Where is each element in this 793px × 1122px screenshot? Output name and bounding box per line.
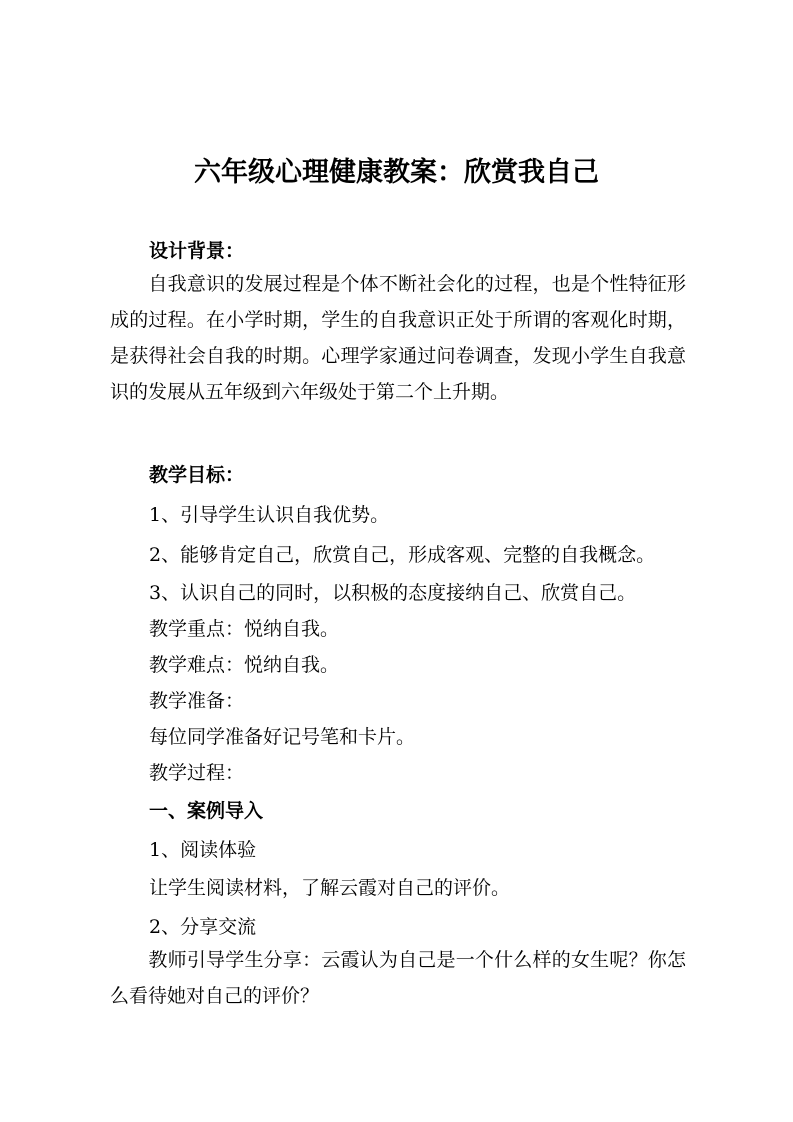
step-heading: 2、分享交流: [149, 916, 257, 938]
prep-text: 每位同学准备好记号笔和卡片。: [149, 726, 416, 748]
process-heading: 教学过程：: [149, 762, 245, 784]
goals-heading: 教学目标：: [149, 464, 245, 486]
difficulty: 教学难点：悦纳自我。: [149, 654, 340, 676]
goal-item: 3、认识自己的同时，以积极的态度接纳自己、欣赏自己。: [149, 582, 637, 604]
key-point: 教学重点：悦纳自我。: [149, 618, 340, 640]
background-heading: 设计背景：: [149, 240, 245, 262]
prep-heading: 教学准备：: [149, 690, 245, 712]
section-heading: 一、案例导入: [149, 800, 264, 822]
step-text: 让学生阅读材料，了解云霞对自己的评价。: [149, 877, 511, 899]
goal-item: 2、能够肯定自己，欣赏自己，形成客观、完整的自我概念。: [149, 544, 656, 566]
document-title: 六年级心理健康教案：欣赏我自己: [194, 157, 599, 188]
step-text: 教师引导学生分享：云霞认为自己是一个什么样的女生呢？你怎么看待她对自己的评价？: [110, 949, 686, 1007]
goal-item: 1、引导学生认识自我优势。: [149, 504, 390, 526]
step-heading: 1、阅读体验: [149, 839, 257, 861]
background-text: 自我意识的发展过程是个体不断社会化的过程，也是个性特征形成的过程。在小学时期，学生的自我意识正处于所谓的客观化时期，是获得社会自我的时期。心理学家通过问卷调查，发现小学生自我意识的发展从五年级到六年级处于第二个上升期。: [110, 273, 686, 403]
